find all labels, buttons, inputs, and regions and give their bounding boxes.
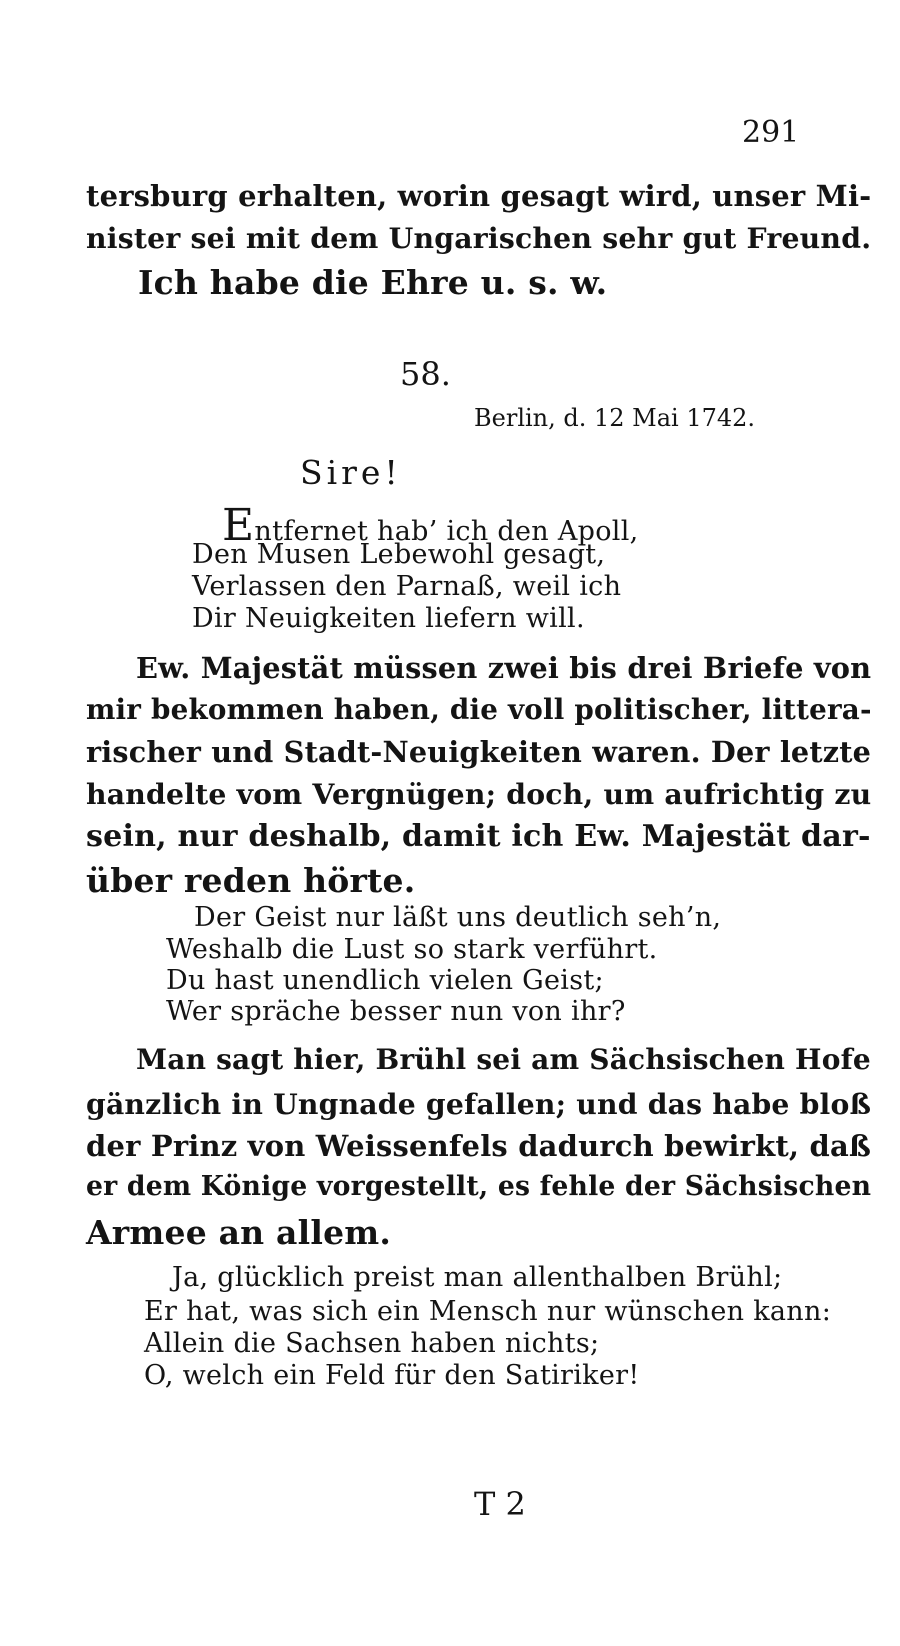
verse-line: O, welch ein Feld für den Satiriker!: [144, 1360, 640, 1391]
verse-line: Der Geist nur läßt uns deutlich seh’n,: [194, 902, 722, 933]
prose-line: er dem Könige vorgestellt, es fehle der Sächsischen: [86, 1171, 872, 1202]
prose-line: sein, nur deshalb, damit ich Ew. Majestät dar-: [86, 819, 871, 854]
verse-line: Ja, glücklich preist man allenthalben Brühl;: [172, 1262, 783, 1293]
verse-text: ntfernet hab’ ich den Apoll,: [254, 516, 639, 547]
prose-line: rischer und Stadt-Neuigkeiten waren. Der letzte: [86, 735, 872, 769]
verse-line: Du hast unendlich vielen Geist;: [166, 965, 604, 996]
prose-line: Man sagt hier, Brühl sei am Sächsischen Hofe: [136, 1043, 871, 1076]
prose-line: nister sei mit dem Ungarischen sehr gut Freund.: [86, 221, 872, 255]
prose-line: Armee an allem.: [86, 1213, 392, 1252]
verse-line: Er hat, was sich ein Mensch nur wünschen kann:: [144, 1296, 832, 1327]
prose-line: der Prinz von Weissenfels dadurch bewirkt, daß: [86, 1129, 872, 1163]
salutation: Sire!: [300, 453, 402, 492]
letter-number: 58.: [400, 355, 451, 393]
verse-line: Verlassen den Parnaß, weil ich: [192, 571, 622, 602]
drop-cap: E: [222, 500, 255, 551]
prose-line: tersburg erhalten, worin gesagt wird, unser Mi-: [86, 179, 872, 213]
verse-line: Allein die Sachsen haben nichts;: [144, 1328, 600, 1359]
page-number: 291: [742, 115, 800, 150]
closing-formula: Ich habe die Ehre u. s. w.: [138, 263, 608, 302]
verse-line: Den Musen Lebewohl gesagt,: [192, 539, 606, 570]
verse-line: Weshalb die Lust so stark verführt.: [166, 934, 658, 965]
verse-line: Dir Neuigkeiten liefern will.: [192, 603, 585, 634]
prose-line: handelte vom Vergnügen; doch, um aufrichtig zu: [86, 777, 872, 811]
dateline: Berlin, d. 12 Mai 1742.: [474, 404, 756, 432]
prose-line: über reden hörte.: [86, 861, 416, 900]
prose-line: mir bekommen haben, die voll politischer, littera-: [86, 693, 872, 726]
prose-line: Ew. Majestät müssen zwei bis drei Briefe von: [136, 651, 872, 685]
signature-mark: T 2: [474, 1485, 526, 1523]
prose-line: gänzlich in Ungnade gefallen; und das habe bloß: [86, 1087, 872, 1121]
verse-line: Wer spräche besser nun von ihr?: [166, 996, 626, 1027]
